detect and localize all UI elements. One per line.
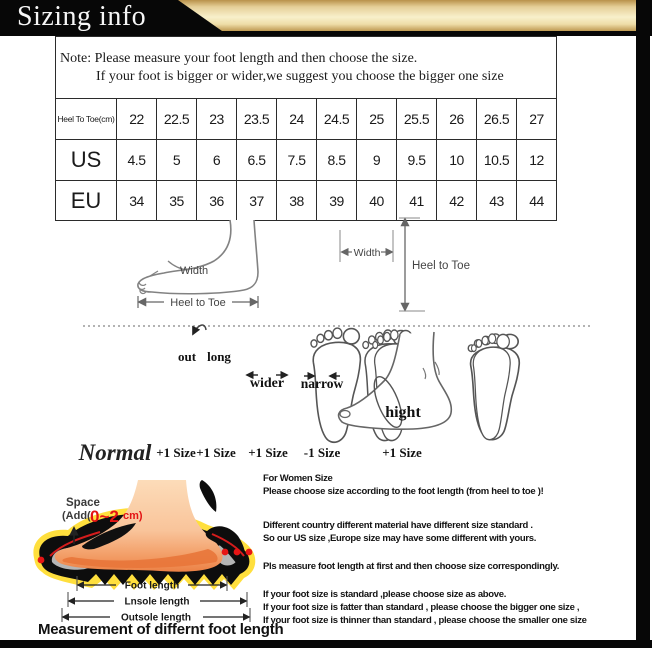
size-advice-long: +1 Size	[196, 445, 236, 460]
size-advice-narrow: -1 Size	[303, 445, 341, 460]
page-title: Sizing info	[17, 1, 147, 32]
size-table-cell: 9.5	[397, 140, 437, 181]
size-advice-out: +1 Size	[156, 445, 196, 460]
size-table-cell: 26.5	[477, 99, 517, 140]
size-table-cell: 24	[277, 99, 317, 140]
shoe-diagram-caption: Measurement of differnt foot length	[38, 621, 284, 638]
size-table-cell: 8.5	[317, 140, 357, 181]
size-table-cell: 5	[157, 140, 197, 181]
space-add-label: (Add(	[62, 510, 91, 522]
size-table-cell: 40	[357, 181, 397, 221]
insole-length-label: Lnsole length	[124, 596, 190, 608]
advice-line: Pls measure foot length at first and then choose size correspondingly.	[263, 561, 560, 572]
size-table-cell: 24.5	[317, 99, 357, 140]
side-foot-outline	[138, 220, 258, 294]
advice-line: Please choose size according to the foot length (from heel to toe )!	[263, 486, 544, 497]
size-chart-table	[55, 36, 557, 221]
red-dot	[246, 549, 253, 556]
top-width-label: Width	[353, 247, 381, 259]
size-table-cell: 36	[197, 181, 237, 221]
size-table-cell: 42	[437, 181, 477, 221]
foot-length-label: Foot length	[124, 580, 180, 592]
size-table-cell: 25.5	[397, 99, 437, 140]
size-table-cell: 23.5	[237, 99, 277, 140]
advice-line: If your foot size is fatter than standard , please choose the bigger one size ,	[263, 602, 580, 613]
note-cell	[56, 37, 557, 99]
row-label-eu: EU	[56, 181, 117, 221]
size-table-cell: 9	[357, 140, 397, 181]
size-table-cell: 35	[157, 181, 197, 221]
size-table-cell: 7.5	[277, 140, 317, 181]
size-table-cell: 10.5	[477, 140, 517, 181]
advice-line: Different country different material have different size standard .	[263, 520, 533, 531]
big-toe	[340, 411, 350, 418]
size-advice-hight: +1 Size	[382, 445, 422, 460]
note-row	[56, 37, 557, 99]
measuring-diagram	[80, 216, 500, 318]
gold-ribbon	[178, 0, 649, 31]
advice-line: If your foot size is thinner than standard , please choose the smaller one size	[263, 615, 587, 626]
top-length-label: Heel to Toe	[412, 260, 470, 272]
red-dot	[222, 549, 229, 556]
advice-text-block	[263, 472, 635, 627]
row-label-heel-to-toe: Heel To Toe(cm)	[56, 99, 117, 140]
size-table-cell: 44	[517, 181, 557, 221]
shoe-measurement-diagram	[20, 472, 270, 624]
foot-label-narrow: narrow	[300, 376, 344, 391]
foot-types-diagram	[55, 318, 595, 448]
table-row-heel-to-toe	[56, 99, 557, 140]
size-table-cell: 4.5	[117, 140, 157, 181]
foot-label-normal: Normal	[78, 440, 152, 465]
size-table-cell: 22.5	[157, 99, 197, 140]
foot-label-long: long	[207, 349, 231, 364]
size-table-cell: 39	[317, 181, 357, 221]
size-table-cell: 6.5	[237, 140, 277, 181]
bottom-border	[0, 640, 652, 648]
size-table-cell: 25	[357, 99, 397, 140]
row-label-us: US	[56, 140, 117, 181]
size-table-cell: 43	[477, 181, 517, 221]
size-table-cell: 26	[437, 99, 477, 140]
size-table-cell: 41	[397, 181, 437, 221]
foot-label-out: out	[177, 349, 197, 364]
advice-line: For Women Size	[263, 473, 333, 484]
space-label: Space	[66, 497, 100, 509]
foot-label-hight: hight	[385, 404, 421, 421]
advice-line: If your foot size is standard ,please choose size as above.	[263, 589, 507, 600]
side-width-label: Width	[180, 265, 209, 277]
side-length-label: Heel to Toe	[170, 297, 226, 309]
outsole-length-label: Outsole length	[121, 612, 191, 624]
size-table-cell: 37	[237, 181, 277, 221]
heel-tab-black	[200, 480, 217, 512]
note-line-1: Note: Please measure your foot length and then choose the size.	[60, 50, 418, 66]
advice-line: So our US size ,Europe size may have some different with yours.	[263, 533, 537, 544]
size-table-cell: 34	[117, 181, 157, 221]
red-dot	[234, 549, 241, 556]
right-border	[636, 0, 650, 648]
size-advice-wider: +1 Size	[248, 445, 288, 460]
size-table-cell: 10	[437, 140, 477, 181]
size-table-cell: 23	[197, 99, 237, 140]
size-table-cell: 22	[117, 99, 157, 140]
size-table-cell: 38	[277, 181, 317, 221]
size-table-cell: 12	[517, 140, 557, 181]
red-dot	[38, 557, 45, 564]
space-unit-label: cm)	[123, 510, 143, 522]
note-line-2: If your foot is bigger or wider,we suggest you choose the bigger one size	[96, 69, 504, 84]
table-row-us	[56, 140, 557, 181]
foot-label-wider: wider	[249, 376, 285, 391]
table-row-eu	[56, 181, 557, 221]
size-table-cell: 27	[517, 99, 557, 140]
header-bar	[0, 0, 652, 36]
space-range-label: 0~2	[90, 507, 119, 526]
size-table-cell: 6	[197, 140, 237, 181]
